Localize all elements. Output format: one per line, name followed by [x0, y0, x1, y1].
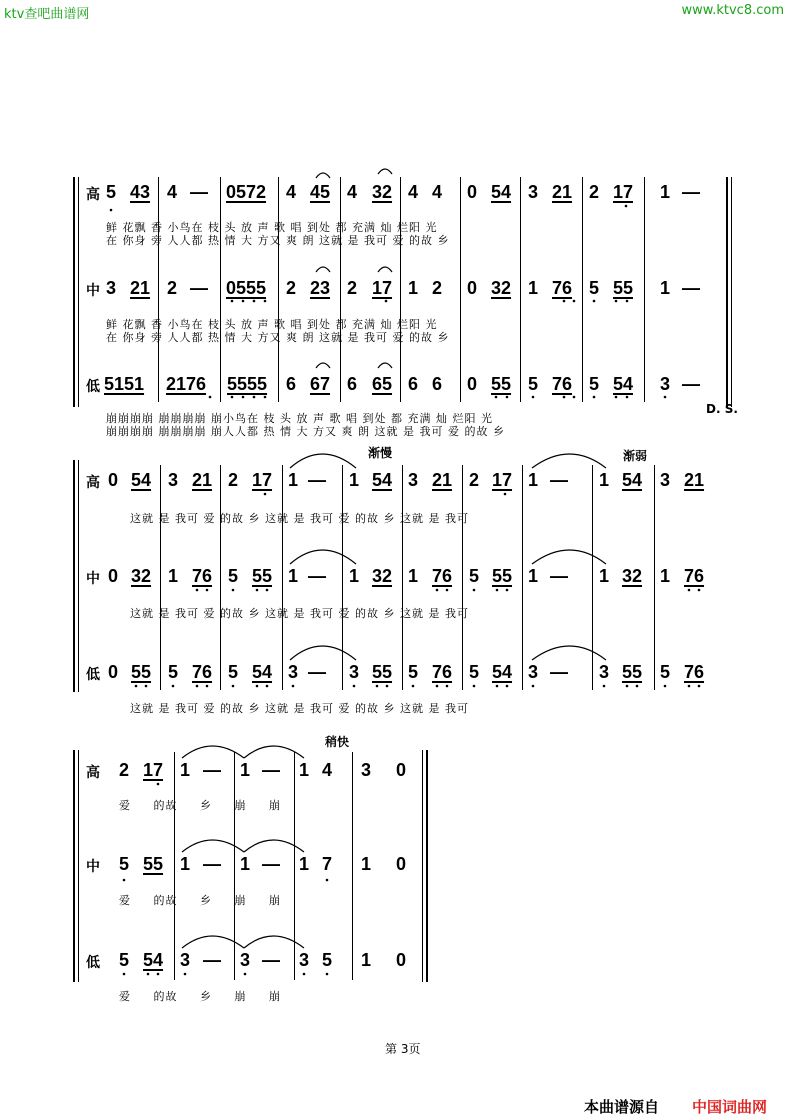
octave-dot	[242, 300, 245, 303]
note: 3	[528, 182, 539, 202]
octave-dot	[135, 685, 138, 688]
note: 3	[168, 470, 179, 490]
lyrics-high-2: 在 你身 旁 人人都 热 情 大 方又 爽 朗 这就 是 我可 爱 的故 乡	[106, 234, 450, 247]
note: 1	[361, 854, 372, 874]
note: 76	[432, 566, 453, 586]
octave-dot	[532, 396, 535, 399]
note: 7	[322, 854, 333, 874]
note: 0	[467, 278, 478, 298]
note: 1	[599, 566, 610, 586]
octave-dot	[303, 973, 306, 976]
tie	[532, 550, 606, 564]
note: 32	[372, 182, 393, 202]
note: 5	[119, 854, 130, 874]
octave-dot	[232, 589, 235, 592]
note: 1	[599, 470, 610, 490]
note: 1	[288, 566, 299, 586]
note: 5	[119, 950, 130, 970]
note: 1	[180, 760, 191, 780]
note: 3	[660, 470, 671, 490]
lyrics-high: 爱 的故 乡 崩 崩	[119, 799, 281, 812]
note: 21	[552, 182, 573, 202]
octave-dot	[615, 300, 618, 303]
slur	[316, 363, 330, 368]
note: 0	[108, 470, 119, 490]
slur	[316, 267, 330, 272]
dash: —	[682, 182, 700, 202]
octave-dot	[264, 300, 267, 303]
octave-dot	[264, 493, 267, 496]
note: 55	[252, 566, 273, 586]
part-high-label: 高	[86, 475, 100, 491]
note: 1	[660, 566, 671, 586]
note: 1	[528, 278, 539, 298]
octave-dot	[496, 589, 499, 592]
tie	[290, 454, 356, 468]
note: 5151	[104, 374, 145, 394]
octave-dot	[326, 879, 329, 882]
part-high-label: 高	[86, 765, 100, 781]
lyrics-mid: 这就 是 我可 爱 的故 乡 这就 是 我可 爱 的故 乡 这就 是 我可	[130, 607, 469, 620]
note: 4	[322, 760, 333, 780]
note: 5	[469, 662, 480, 682]
note: 76	[192, 566, 213, 586]
tie	[532, 646, 606, 660]
note: 21	[130, 278, 151, 298]
note: 76	[684, 662, 705, 682]
octave-dot	[256, 685, 259, 688]
note: 5	[228, 566, 239, 586]
note: 6	[432, 374, 443, 394]
note: 21	[192, 470, 213, 490]
octave-dot	[157, 973, 160, 976]
note: 5	[469, 566, 480, 586]
note: 54	[622, 470, 643, 490]
note: 1	[299, 854, 310, 874]
dash: —	[203, 760, 221, 780]
tie	[182, 936, 244, 948]
dash: —	[262, 760, 280, 780]
dash: —	[550, 662, 568, 682]
slur	[378, 169, 392, 174]
part-low-label: 低	[86, 379, 100, 395]
octave-dot	[196, 589, 199, 592]
note: 6	[286, 374, 297, 394]
part-high-label: 高	[86, 187, 100, 203]
octave-dot	[563, 300, 566, 303]
slur	[316, 173, 330, 178]
part-mid-label: 中	[86, 571, 100, 587]
lyrics-mid: 爱 的故 乡 崩 崩	[119, 894, 281, 907]
tie	[532, 454, 606, 468]
watermark-right: www.ktvc8.com	[681, 3, 784, 18]
dash: —	[190, 278, 208, 298]
slur	[378, 267, 392, 272]
octave-dot	[698, 685, 701, 688]
note: 1	[299, 760, 310, 780]
source-site: 中国词曲网	[692, 1098, 768, 1116]
note: 6	[347, 374, 358, 394]
octave-dot	[446, 685, 449, 688]
octave-dot	[446, 589, 449, 592]
note: 4	[167, 182, 178, 202]
note: 0	[396, 854, 407, 874]
note: 76	[192, 662, 213, 682]
note: 5	[589, 278, 600, 298]
octave-dot	[253, 300, 256, 303]
note: 54	[372, 470, 393, 490]
note: 1	[349, 470, 360, 490]
octave-dot	[326, 973, 329, 976]
note: 2	[119, 760, 130, 780]
note: 55	[491, 374, 512, 394]
note: 3	[240, 950, 251, 970]
lyrics-low: 爱 的故 乡 崩 崩	[119, 990, 281, 1003]
note: 1	[408, 278, 419, 298]
note: 5	[228, 662, 239, 682]
note: 3	[528, 662, 539, 682]
note: 67	[310, 374, 331, 394]
octave-dot	[532, 685, 535, 688]
note: 76	[432, 662, 453, 682]
note: 21	[684, 470, 705, 490]
octave-dot	[688, 589, 691, 592]
note: 1	[528, 470, 539, 490]
octave-dot	[506, 685, 509, 688]
octave-dot	[232, 685, 235, 688]
note: 3	[180, 950, 191, 970]
octave-dot	[231, 396, 234, 399]
note: 1	[288, 470, 299, 490]
octave-dot	[157, 783, 160, 786]
octave-dot	[496, 685, 499, 688]
note: 1	[168, 566, 179, 586]
note: 0	[108, 662, 119, 682]
part-low-label: 低	[86, 667, 100, 683]
octave-dot	[626, 685, 629, 688]
note: 4	[408, 182, 419, 202]
note: 32	[622, 566, 643, 586]
note: 5	[660, 662, 671, 682]
octave-dot	[266, 685, 269, 688]
octave-dot	[292, 685, 295, 688]
octave-dot	[264, 396, 267, 399]
note: 0	[108, 566, 119, 586]
note: 1	[180, 854, 191, 874]
dash: —	[682, 374, 700, 394]
note: 32	[131, 566, 152, 586]
note: 6	[408, 374, 419, 394]
octave-dot	[209, 396, 212, 399]
octave-dot	[244, 973, 247, 976]
slur	[378, 363, 392, 368]
octave-dot	[615, 396, 618, 399]
tie	[182, 840, 244, 852]
note: 55	[143, 854, 164, 874]
octave-dot	[495, 396, 498, 399]
octave-dot	[386, 685, 389, 688]
note: 5	[168, 662, 179, 682]
octave-dot	[625, 205, 628, 208]
note: 5	[106, 182, 117, 202]
part-mid-label: 中	[86, 859, 100, 875]
note: 4	[432, 182, 443, 202]
note: 3	[349, 662, 360, 682]
dash: —	[550, 566, 568, 586]
note: 2	[469, 470, 480, 490]
note: 43	[130, 182, 151, 202]
page-number: 第 3页	[385, 1042, 421, 1056]
octave-dot	[206, 685, 209, 688]
octave-dot	[593, 300, 596, 303]
dash: —	[190, 182, 208, 202]
note: 1	[361, 950, 372, 970]
note: 55	[372, 662, 393, 682]
octave-dot	[626, 396, 629, 399]
note: 54	[131, 470, 152, 490]
dash: —	[308, 470, 326, 490]
octave-dot	[664, 396, 667, 399]
note: 5	[408, 662, 419, 682]
octave-dot	[172, 685, 175, 688]
note: 3	[599, 662, 610, 682]
source-label: 本曲谱源自	[584, 1098, 660, 1116]
octave-dot	[573, 396, 576, 399]
tie	[290, 646, 356, 660]
octave-dot	[593, 396, 596, 399]
lyrics-low-1: 崩崩崩崩 崩崩崩崩 崩小鸟在 枝 头 放 声 歌 唱 到处 都 充满 灿 烂阳 光	[106, 412, 493, 425]
note: 76	[552, 278, 573, 298]
lyrics-high-1: 鲜 花飘 香 小鸟在 枝 头 放 声 歌 唱 到处 都 充满 灿 烂阳 光	[106, 221, 438, 234]
note: 4	[347, 182, 358, 202]
note: 1	[240, 760, 251, 780]
note: 65	[372, 374, 393, 394]
note: 54	[491, 182, 512, 202]
octave-dot	[147, 973, 150, 976]
note: 2	[228, 470, 239, 490]
diminuendo-mark: 渐弱	[623, 449, 648, 463]
note: 21	[432, 470, 453, 490]
octave-dot	[436, 589, 439, 592]
note: 32	[491, 278, 512, 298]
note: 2	[167, 278, 178, 298]
note: 5	[589, 374, 600, 394]
octave-dot	[563, 396, 566, 399]
octave-dot	[664, 685, 667, 688]
octave-dot	[266, 589, 269, 592]
octave-dot	[231, 300, 234, 303]
octave-dot	[603, 685, 606, 688]
octave-dot	[376, 685, 379, 688]
note: 32	[372, 566, 393, 586]
note: 17	[613, 182, 634, 202]
tie	[244, 746, 304, 758]
dash: —	[308, 566, 326, 586]
note: 5555	[227, 374, 268, 394]
note: 55	[622, 662, 643, 682]
note: 5	[322, 950, 333, 970]
note: 2	[286, 278, 297, 298]
octave-dot	[123, 973, 126, 976]
octave-dot	[353, 685, 356, 688]
note: 0	[396, 760, 407, 780]
octave-dot	[636, 685, 639, 688]
tie	[182, 746, 244, 758]
dash: —	[682, 278, 700, 298]
dash: —	[308, 662, 326, 682]
octave-dot	[123, 879, 126, 882]
note: 76	[684, 566, 705, 586]
octave-dot	[256, 589, 259, 592]
lyrics-mid-1: 鲜 花飘 香 小鸟在 枝 头 放 声 歌 唱 到处 都 充满 灿 烂阳 光	[106, 318, 438, 331]
tie	[244, 936, 304, 948]
note: 0572	[226, 182, 267, 202]
octave-dot	[473, 589, 476, 592]
dash: —	[550, 470, 568, 490]
note: 1	[240, 854, 251, 874]
note: 2176	[166, 374, 207, 394]
note: 54	[492, 662, 513, 682]
faster-mark: 稍快	[325, 735, 350, 749]
lyrics-low: 这就 是 我可 爱 的故 乡 这就 是 我可 爱 的故 乡 这就 是 我可	[130, 702, 469, 715]
note: 2	[432, 278, 443, 298]
note: 3	[299, 950, 310, 970]
ds-mark: D. S.	[706, 402, 738, 416]
lyrics-mid-2: 在 你身 旁 人人都 热 情 大 方又 爽 朗 这就 是 我可 爱 的故 乡	[106, 331, 450, 344]
note: 76	[552, 374, 573, 394]
note: 45	[310, 182, 331, 202]
octave-dot	[436, 685, 439, 688]
octave-dot	[473, 685, 476, 688]
octave-dot	[698, 589, 701, 592]
octave-dot	[242, 396, 245, 399]
note: 1	[660, 182, 671, 202]
note: 0555	[226, 278, 267, 298]
note: 3	[288, 662, 299, 682]
note: 2	[347, 278, 358, 298]
dash: —	[262, 854, 280, 874]
octave-dot	[412, 685, 415, 688]
lyrics-high: 这就 是 我可 爱 的故 乡 这就 是 我可 爱 的故 乡 这就 是 我可	[130, 512, 469, 525]
note: 3	[660, 374, 671, 394]
note: 1	[660, 278, 671, 298]
note: 4	[286, 182, 297, 202]
watermark-left: ktv查吧曲谱网	[4, 7, 90, 22]
octave-dot	[626, 300, 629, 303]
lyrics-low-2: 崩崩崩崩 崩崩崩崩 崩人人都 热 情 大 方又 爽 朗 这就 是 我可 爱 的故 乡	[106, 425, 505, 438]
note: 54	[252, 662, 273, 682]
tie	[290, 550, 356, 564]
part-low-label: 低	[86, 955, 100, 971]
note: 54	[613, 374, 634, 394]
note: 3	[106, 278, 117, 298]
note: 0	[396, 950, 407, 970]
octave-dot	[145, 685, 148, 688]
note: 54	[143, 950, 164, 970]
note: 0	[467, 182, 478, 202]
note: 17	[252, 470, 273, 490]
octave-dot	[110, 209, 113, 212]
octave-dot	[506, 396, 509, 399]
note: 23	[310, 278, 331, 298]
note: 17	[492, 470, 513, 490]
note: 1	[528, 566, 539, 586]
octave-dot	[385, 300, 388, 303]
note: 3	[408, 470, 419, 490]
ritardando-mark: 渐慢	[368, 446, 393, 460]
octave-dot	[506, 589, 509, 592]
dash: —	[203, 854, 221, 874]
part-mid-label: 中	[86, 283, 100, 299]
note: 55	[131, 662, 152, 682]
note: 17	[143, 760, 164, 780]
octave-dot	[253, 396, 256, 399]
note: 17	[372, 278, 393, 298]
note: 5	[528, 374, 539, 394]
note: 0	[467, 374, 478, 394]
tie	[244, 840, 304, 852]
octave-dot	[573, 300, 576, 303]
octave-dot	[196, 685, 199, 688]
note: 55	[492, 566, 513, 586]
note: 1	[349, 566, 360, 586]
note: 55	[613, 278, 634, 298]
octave-dot	[184, 973, 187, 976]
dash: —	[203, 950, 221, 970]
octave-dot	[206, 589, 209, 592]
note: 2	[589, 182, 600, 202]
note: 3	[361, 760, 372, 780]
dash: —	[262, 950, 280, 970]
note: 1	[408, 566, 419, 586]
octave-dot	[504, 493, 507, 496]
octave-dot	[688, 685, 691, 688]
